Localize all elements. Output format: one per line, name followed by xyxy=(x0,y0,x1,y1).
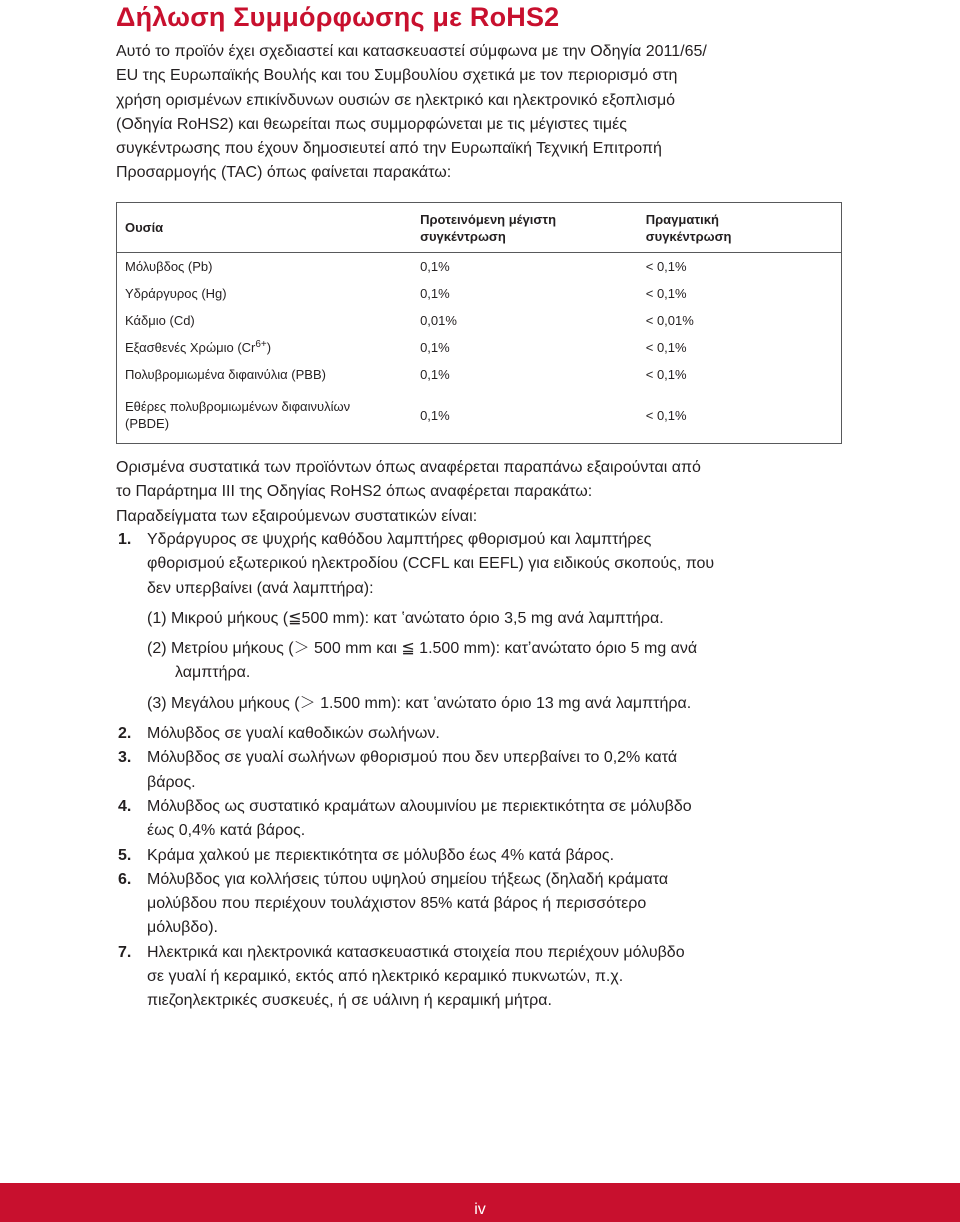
cell-substance: Κάδμιο (Cd) xyxy=(125,312,195,328)
table-row xyxy=(117,280,842,307)
cell-actual: < 0,1% xyxy=(645,285,687,301)
table-row xyxy=(117,253,842,280)
cell-substance: Πολυβρομιωμένα διφαινύλια (PBB) xyxy=(125,366,326,382)
sub-list xyxy=(147,607,836,716)
list-item xyxy=(116,844,836,868)
header-proposed-line: Προτεινόμενη μέγιστη xyxy=(420,211,557,227)
text-line: μολύβδου που περιέχουν τουλάχιστον 85% κατά βάρος ή περισσότερο xyxy=(147,895,647,913)
text-line: Παραδείγματα των εξαιρούμενων συστατικών είναι: xyxy=(116,507,478,525)
table-header-row xyxy=(117,203,842,253)
superscript: 6+ xyxy=(255,338,267,350)
cell-substance xyxy=(117,334,413,361)
substance-table xyxy=(116,202,842,444)
text-line: βάρος. xyxy=(147,773,196,791)
list-item xyxy=(116,868,836,941)
text-line: μόλυβδο). xyxy=(147,919,218,937)
list-number: 7. xyxy=(118,943,132,961)
text-line: (1) Μικρού μήκους (≦500 mm): κατ ʽανώτατο όριο 3,5 mg ανά λαμπτήρα. xyxy=(147,609,664,627)
footer-bar xyxy=(0,1183,960,1222)
text-line: (2) Μετρίου μήκους (＞ 500 mm και ≦ 1.500 mm): κατʼανώτατο όριο 5 mg ανά xyxy=(147,640,698,658)
cell-proposed: 0,1% xyxy=(420,366,450,382)
text-line: συγκέντρωσης που έχουν δημοσιευτεί από την Ευρωπαϊκή Τεχνική Επιτροπή xyxy=(116,140,662,158)
table-row xyxy=(117,307,842,334)
substance-text: ) xyxy=(266,339,272,355)
list-item xyxy=(116,722,836,746)
text-line: έως 0,4% κατά βάρος. xyxy=(147,822,306,840)
text-line: Μόλυβδος για κολλήσεις τύπου υψηλού σημείου τήξεως (δηλαδή κράματα xyxy=(147,870,669,888)
text-line: φθορισμού εξωτερικού ηλεκτροδίου (CCFL και EEFL) για ειδικούς σκοπούς, που xyxy=(147,555,715,573)
text-line: δεν υπερβαίνει (ανά λαμπτήρα): xyxy=(147,579,374,597)
substance-line: (PBDE) xyxy=(125,416,170,432)
text-line: Προσαρμογής (TAC) όπως φαίνεται παρακάτω: xyxy=(116,164,452,182)
sub-item xyxy=(147,607,836,631)
cell-proposed: 0,01% xyxy=(420,312,457,328)
page-title: Δήλωση Συμμόρφωσης με RoHS2 xyxy=(116,2,560,32)
list-number: 3. xyxy=(118,749,132,767)
cell-actual: < 0,01% xyxy=(645,312,694,328)
header-substance: Ουσία xyxy=(117,203,413,253)
list-number: 5. xyxy=(118,846,132,864)
exemption-list xyxy=(116,528,836,1014)
text-line: το Παράρτημα III της Οδηγίας RoHS2 όπως αναφέρεται παρακάτω: xyxy=(116,483,593,501)
cell-proposed: 0,1% xyxy=(420,407,450,423)
table-row xyxy=(117,334,842,361)
cell-substance: Υδράργυρος (Hg) xyxy=(125,285,227,301)
text-line: EU της Ευρωπαϊκής Βουλής και του Συμβουλίου σχετικά με τον περιορισμό στη xyxy=(116,67,678,85)
header-actual xyxy=(638,203,842,253)
table-row xyxy=(117,388,842,444)
sub-item xyxy=(147,637,836,686)
list-item xyxy=(116,528,836,716)
text-line: Μόλυβδος σε γυαλί καθοδικών σωλήνων. xyxy=(147,725,440,743)
text-line: σε γυαλί ή κεραμικό, εκτός από ηλεκτρικό κεραμικό πυκνωτών, π.χ. xyxy=(147,968,624,986)
text-line: λαμπτήρα. xyxy=(175,664,251,682)
header-proposed xyxy=(412,203,638,253)
text-line: Μόλυβδος σε γυαλί σωλήνων φθορισμού που δεν υπερβαίνει το 0,2% κατά xyxy=(147,749,678,767)
intro-paragraph xyxy=(116,40,836,186)
text-line: (3) Μεγάλου μήκους (＞ 1.500 mm): κατ ʽανώτατο όριο 13 mg ανά λαμπτήρα. xyxy=(147,694,692,712)
header-actual-line: συγκέντρωση xyxy=(645,228,732,244)
cell-substance: Μόλυβδος (Pb) xyxy=(125,258,213,274)
cell-actual: < 0,1% xyxy=(645,258,687,274)
cell-actual: < 0,1% xyxy=(645,366,687,382)
header-actual-line: Πραγματική xyxy=(645,211,719,227)
text-line: Υδράργυρος σε ψυχρής καθόδου λαμπτήρες φθορισμού και λαμπτήρες xyxy=(147,531,652,548)
cell-proposed: 0,1% xyxy=(420,339,450,355)
text-line: χρήση ορισμένων επικίνδυνων ουσιών σε ηλεκτρικό και ηλεκτρονικό εξοπλισμό xyxy=(116,91,676,109)
list-number: 2. xyxy=(118,725,132,743)
text-line: πιεζοηλεκτρικές συσκευές, ή σε υάλινη ή κεραμική μήτρα. xyxy=(147,992,552,1010)
sub-item xyxy=(147,692,836,716)
cell-proposed: 0,1% xyxy=(420,258,450,274)
text-line: Κράμα χαλκού με περιεκτικότητα σε μόλυβδο έως 4% κατά βάρος. xyxy=(147,846,615,864)
exemption-intro xyxy=(116,456,836,529)
list-number: 6. xyxy=(118,870,132,888)
list-number: 1. xyxy=(118,531,132,548)
text-line: Ορισμένα συστατικά των προϊόντων όπως αναφέρεται παραπάνω εξαιρούνται από xyxy=(116,459,701,476)
cell-actual: < 0,1% xyxy=(645,407,687,423)
list-item xyxy=(116,941,836,1014)
list-item xyxy=(116,795,836,844)
cell-proposed: 0,1% xyxy=(420,285,450,301)
substance-text: Εξασθενές Χρώμιο (Cr xyxy=(125,339,256,355)
page-number: iv xyxy=(474,1201,486,1218)
text-line: Μόλυβδος ως συστατικό κραμάτων αλουμινίου με περιεκτικότητα σε μόλυβδο xyxy=(147,797,692,815)
substance-line: Εθέρες πολυβρομιωμένων διφαινυλίων xyxy=(125,399,351,415)
header-proposed-line: συγκέντρωση xyxy=(420,228,506,244)
cell-actual: < 0,1% xyxy=(645,339,687,355)
list-item xyxy=(116,746,836,795)
text-line: Αυτό το προϊόν έχει σχεδιαστεί και κατασκευαστεί σύμφωνα με την Οδηγία 2011/65/ xyxy=(116,43,707,60)
list-number: 4. xyxy=(118,797,132,815)
table-row xyxy=(117,361,842,388)
text-line: (Οδηγία RoHS2) και θεωρείται πως συμμορφώνεται με τις μέγιστες τιμές xyxy=(116,115,627,133)
text-line: Ηλεκτρικά και ηλεκτρονικά κατασκευαστικά στοιχεία που περιέχουν μόλυβδο xyxy=(147,943,685,961)
cell-substance xyxy=(117,388,413,444)
